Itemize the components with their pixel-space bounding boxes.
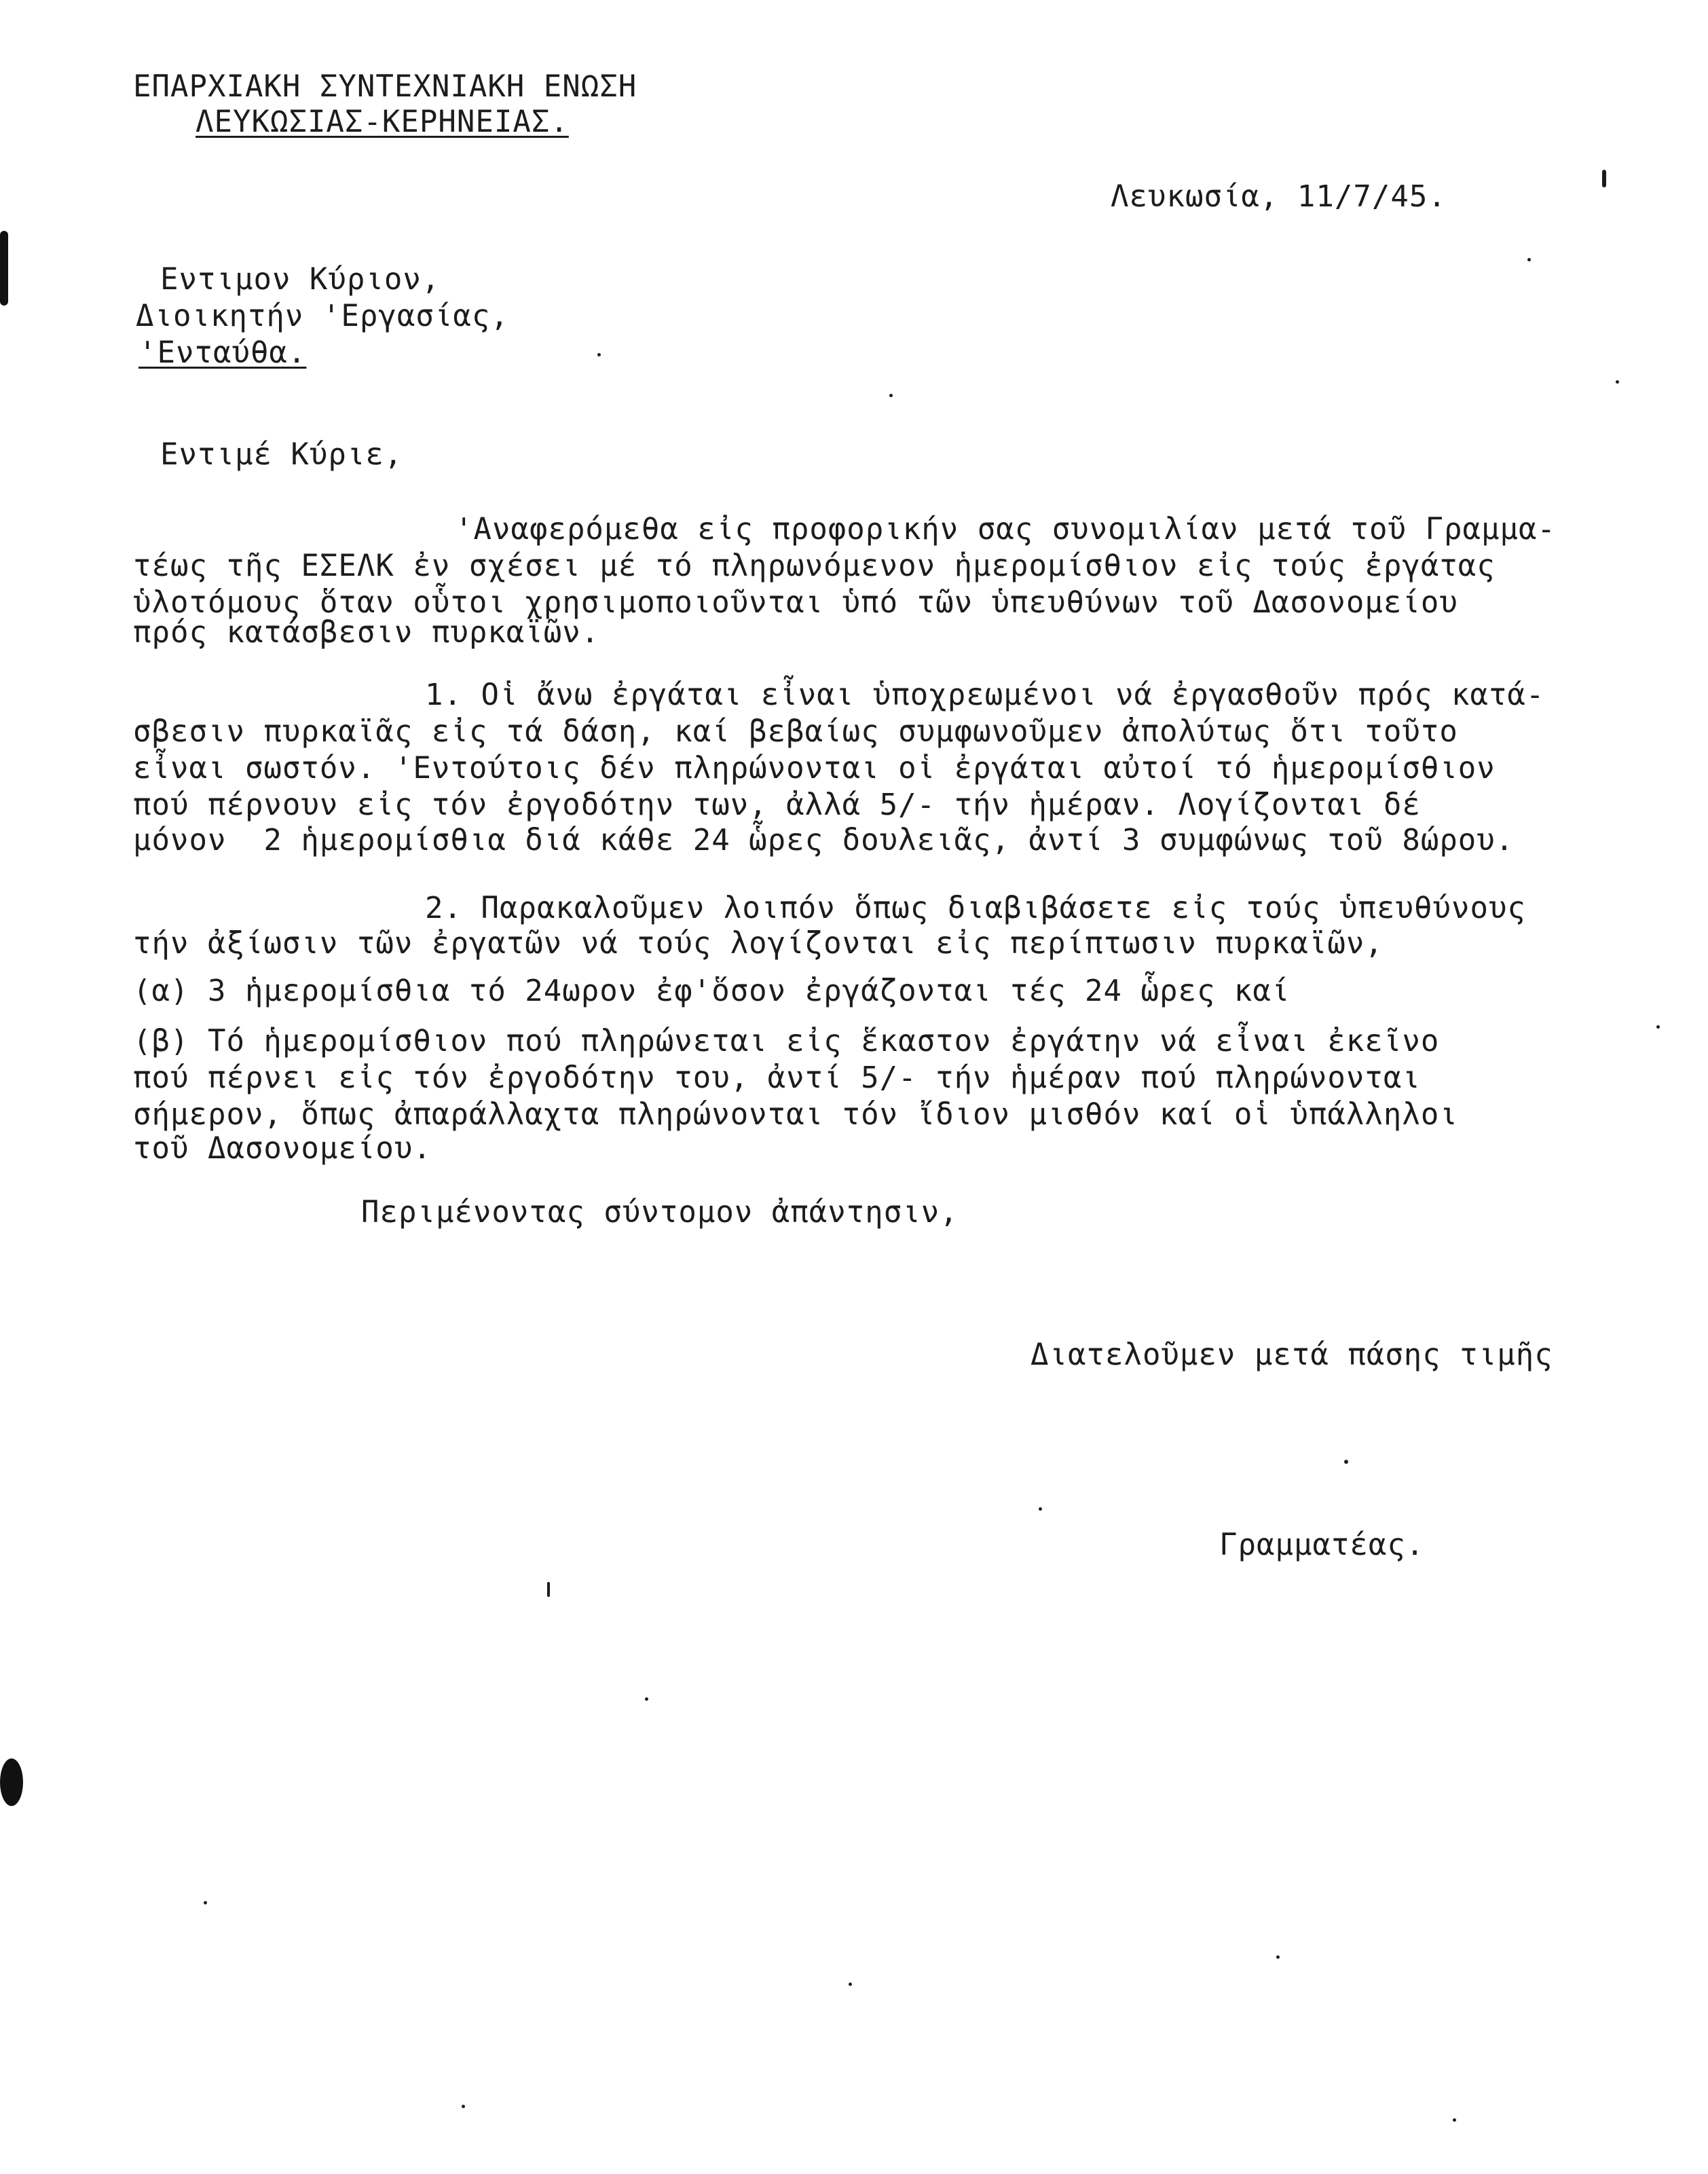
sub-item-b-line-2: πού πέρνει εἰς τόν ἐργοδότην του, ἀντί 5/- τήν ἡμέραν πού πληρώνονται: [133, 1061, 1421, 1095]
scan-speck: [462, 2105, 465, 2108]
letter-date: Λευκωσία, 11/7/45.: [1111, 179, 1447, 214]
scan-speck: [645, 1697, 648, 1701]
point1-line-1: 1. Οἱ ἄνω ἐργάται εἶναι ὑποχρεωμένοι νά ἐργασθοῦν πρός κατά-: [425, 678, 1545, 712]
point1-line-2: σβεσιν πυρκαϊᾶς εἰς τά δάση, καί βεβαίως συμφωνοῦμεν ἀπολύτως ὅτι τοῦτο: [133, 714, 1458, 749]
scan-speck: [1453, 2118, 1456, 2122]
scan-speck: [597, 353, 601, 356]
sub-item-b-line-3: σήμερον, ὅπως ἀπαράλλαχτα πληρώνονται τόν ἴδιον μισθόν καί οἱ ὑπάλληλοι: [133, 1097, 1458, 1132]
edge-ink-mark: [0, 231, 8, 306]
scan-speck: [1039, 1507, 1042, 1511]
point2-line-1: 2. Παρακαλοῦμεν λοιπόν ὅπως διαβιβάσετε εἰς τούς ὑπευθύνους: [425, 891, 1526, 925]
point1-line-4: πού πέρνουν εἰς τόν ἐργοδότην των, ἀλλά 5/- τήν ἡμέραν. Λογίζονται δέ: [133, 788, 1421, 822]
scan-speck: [1527, 258, 1531, 261]
intro-line-2: τέως τῆς ΕΣΕΛΚ ἐν σχέσει μέ τό πληρωνόμενον ἡμερομίσθιον εἰς τούς ἐργάτας: [133, 549, 1496, 583]
salutation: Εντιμέ Κύριε,: [160, 437, 403, 472]
scan-speck: [204, 1901, 207, 1904]
edge-ink-blot: [0, 1758, 23, 1806]
recipient-line-3: 'Ενταύθα.: [138, 335, 307, 370]
point1-line-3: εἶναι σωστόν. 'Εντούτοις δέν πληρώνονται οἱ ἐργάται αὐτοί τό ἡμερομίσθιον: [133, 751, 1496, 786]
scan-speck: [1602, 170, 1606, 187]
point2-line-2: τήν ἀξίωσιν τῶν ἐργατῶν νά τούς λογίζονται εἰς περίπτωσιν πυρκαϊῶν,: [133, 926, 1384, 961]
sub-item-a: (α) 3 ἡμερομίσθια τό 24ωρον ἐφ'ὅσον ἐργάζονται τές 24 ὧρες καί: [133, 974, 1291, 1008]
scan-speck: [1656, 1025, 1660, 1029]
scan-speck: [889, 394, 893, 397]
scan-speck: [1276, 1955, 1280, 1959]
signature-title: Γραμματέας.: [1219, 1528, 1425, 1562]
closing-line: Διατελοῦμεν μετά πάσης τιμῆς: [1031, 1338, 1553, 1372]
scan-speck: [1616, 380, 1619, 384]
awaiting-reply: Περιμένοντας σύντομον ἀπάντησιν,: [361, 1195, 959, 1230]
intro-line-4: πρός κατάσβεσιν πυρκαϊῶν.: [133, 615, 600, 650]
recipient-line-2: Διοικητήν 'Εργασίας,: [136, 299, 509, 333]
scan-speck: [547, 1582, 550, 1597]
intro-line-1: 'Αναφερόμεθα εἰς προφορικήν σας συνομιλίαν μετά τοῦ Γραμμα-: [455, 512, 1556, 547]
scan-speck: [849, 1983, 852, 1986]
intro-line-3: ὑλοτόμους ὅταν οὗτοι χρησιμοποιοῦνται ὑπό τῶν ὑπευθύνων τοῦ Δασονομείου: [133, 585, 1458, 620]
letterhead-line-1: ΕΠΑΡΧΙΑΚΗ ΣΥΝΤΕΧΝΙΑΚΗ ΕΝΩΣΗ: [133, 69, 637, 104]
scan-speck: [1344, 1460, 1348, 1464]
letterhead-line-2: ΛΕΥΚΩΣΙΑΣ-ΚΕΡΗΝΕΙΑΣ.: [196, 105, 569, 139]
point1-line-5: μόνον 2 ἡμερομίσθια διά κάθε 24 ὧρες δουλειᾶς, ἀντί 3 συμφώνως τοῦ 8ώρου.: [133, 823, 1515, 858]
recipient-line-1: Εντιμον Κύριον,: [160, 262, 441, 297]
sub-item-b-line-4: τοῦ Δασονομείου.: [133, 1131, 432, 1166]
sub-item-b-line-1: (β) Τό ἡμερομίσθιον πού πληρώνεται εἰς ἕκαστον ἐργάτην νά εἶναι ἐκεῖνο: [133, 1024, 1440, 1058]
